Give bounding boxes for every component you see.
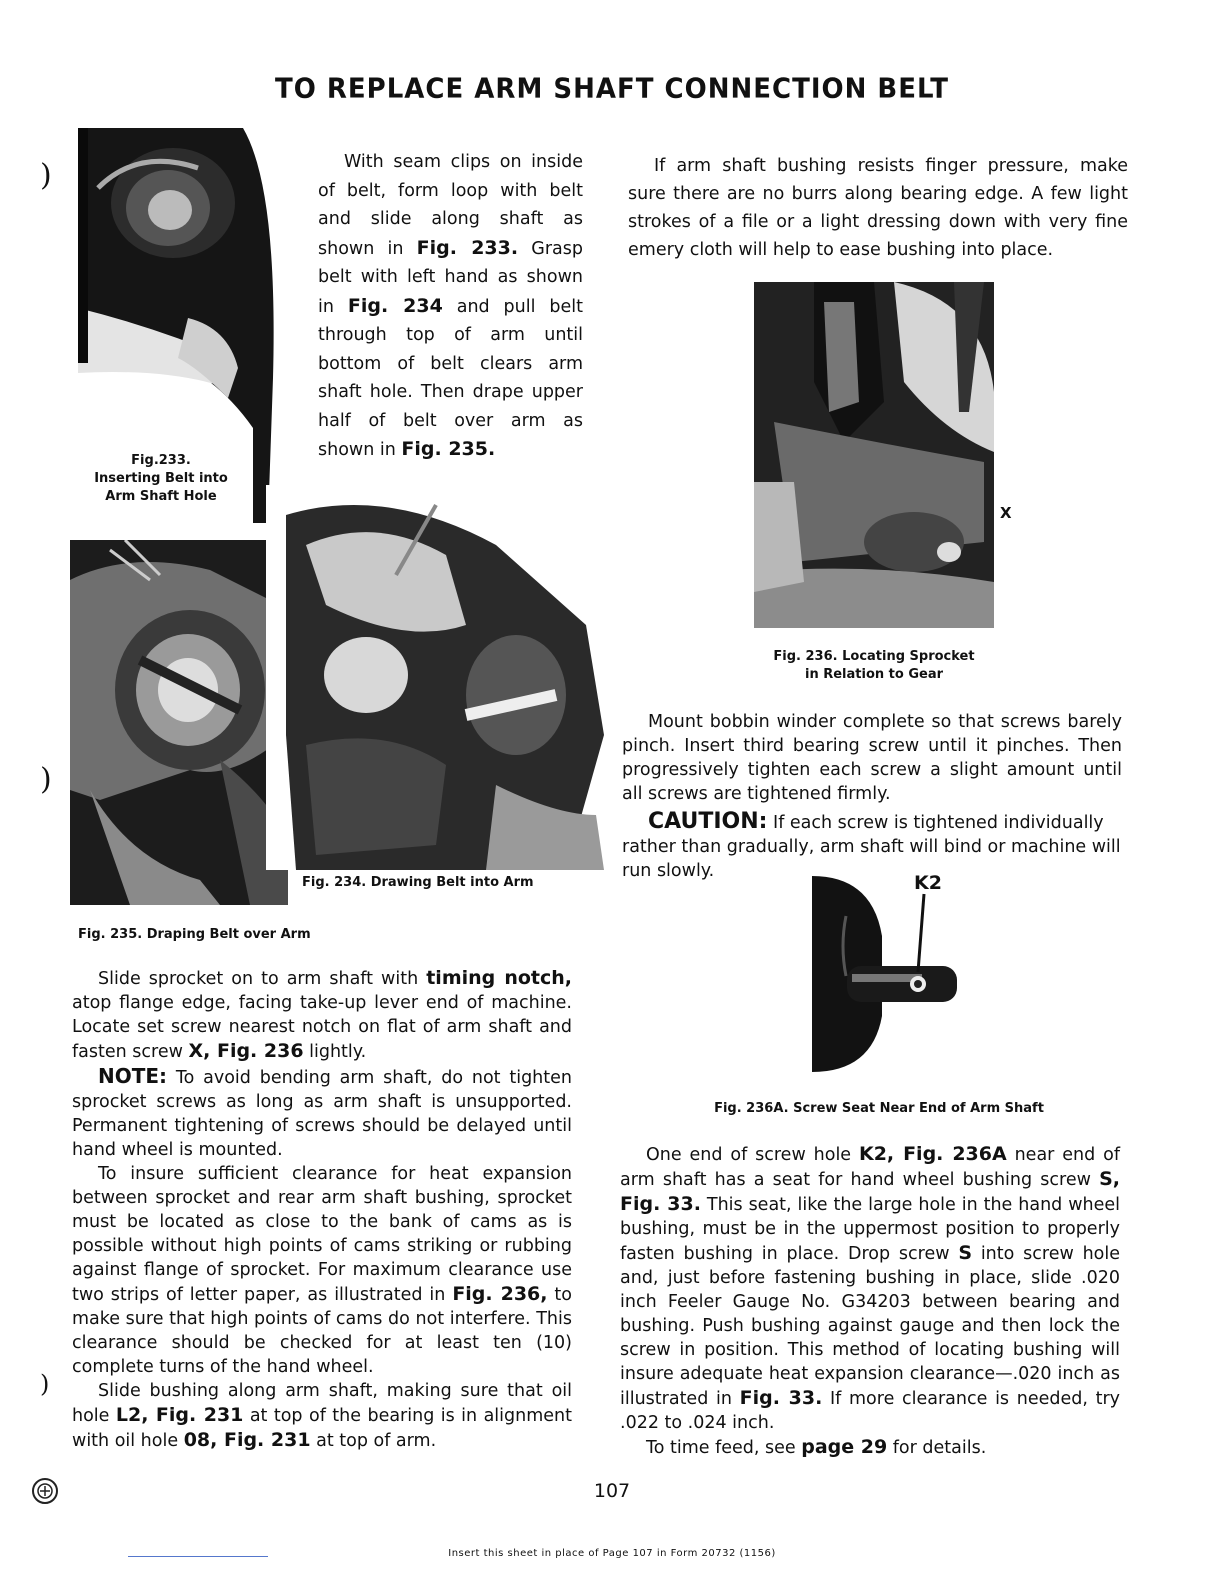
time-feed-text-2: for details.: [887, 1438, 987, 1458]
time-feed-paragraph: [620, 1435, 1120, 1460]
fig-235-caption: Fig. 235. Draping Belt over Arm: [78, 927, 311, 942]
bushing-text-2: at top of the bearing is in alignment with oil hole: [72, 1406, 572, 1451]
fig-235-photo: [70, 540, 288, 905]
k2-ref: K2, Fig. 236A: [858, 1143, 1007, 1165]
time-feed-text-1: To time feed, see: [646, 1438, 802, 1458]
note-label: NOTE:: [98, 1064, 168, 1088]
binding-mark-middle: ): [40, 762, 52, 797]
l2-ref: L2, Fig. 231: [115, 1404, 244, 1426]
bushing-paragraph: [72, 1379, 572, 1453]
bottom-rule: [128, 1556, 268, 1557]
screw-seat-text-3: This seat, like the large hole in the hand wheel bushing, must be in the uppermost position to properly fasten bushing in place. Drop screw: [620, 1195, 1120, 1264]
right-column-lower: [620, 1142, 1120, 1460]
fig-233-caption-line2: Inserting Belt into: [94, 471, 228, 486]
sprocket-text-3: lightly.: [303, 1042, 367, 1062]
screw-seat-text-5: If more clearance is needed, try .022 to .024 inch.: [620, 1389, 1120, 1433]
binding-mark-top: ): [40, 158, 52, 193]
fig-236-caption: [754, 648, 994, 684]
fig-236a-illustration: [812, 876, 962, 1076]
label-k2: K2: [914, 872, 942, 894]
bushing-text-1: Slide bushing along arm shaft, making sure that oil hole: [72, 1381, 572, 1426]
page-number: 107: [593, 1480, 631, 1502]
timing-notch-term: timing notch,: [426, 967, 572, 989]
fig-234-photo: [266, 485, 604, 870]
note-text: To avoid bending arm shaft, do not tighten sprocket screws as long as arm shaft is unsupported. Permanent tightening of screws should be delayed until hand wheel is mounted.: [72, 1068, 572, 1160]
caution-label: CAUTION:: [648, 809, 768, 834]
fig-236-caption-line1: Fig. 236. Locating Sprocket: [773, 649, 975, 664]
sprocket-paragraph: [72, 966, 572, 1064]
screw-seat-text-2: near end of arm shaft has a seat for hand wheel bushing screw: [620, 1145, 1120, 1190]
fig-233-caption-line1: Fig.233.: [131, 453, 191, 468]
clearance-text-1: To insure sufficient clearance for heat expansion between sprocket and rear arm shaft bushing, sprocket must be located as close to the bank of cams as is possible without high points of cams striking or rubbing against flange of sprocket. For maximum clearance use two strips of letter paper, as illustrated in: [72, 1164, 572, 1305]
bushing-pressure-paragraph: If arm shaft bushing resists finger pressure, make sure there are no burrs along bearing edge. A few light strokes of a file or a light dressing down with very fine emery cloth will help to ease bushing into place.: [628, 156, 1128, 260]
bushing-text-3: at top of arm.: [310, 1431, 437, 1451]
screw-seat-paragraph: [620, 1142, 1120, 1435]
note-paragraph: [72, 1064, 572, 1162]
screw-seat-text-4: into screw hole and, just before fastening bushing in place, slide .020 inch Feeler Gauge No. G34203 between bearing and bushing. Push bushing against gauge and then lock the screw in position. This method of locating bushing will insure adequate heat expansion clearance—.020 inch as illustrated in: [620, 1244, 1120, 1409]
clearance-text-2: to make sure that high points of cams do not interfere. This clearance should be checked for at least ten (10) complete turns of the hand wheel.: [72, 1285, 572, 1377]
fig-234-ref: Fig. 234: [347, 294, 443, 317]
binding-mark-bottom: ): [40, 1370, 50, 1398]
caution-text: If each screw is tightened individually rather than gradually, arm shaft will bind or machine will run slowly.: [622, 813, 1121, 881]
intro-paragraph: [318, 148, 583, 465]
fig-236a-caption: Fig. 236A. Screw Seat Near End of Arm Shaft: [714, 1101, 1044, 1116]
right-column-middle: [622, 710, 1122, 883]
intro-text-2: Grasp belt with left hand as shown in: [318, 238, 583, 317]
fig-235-ref: Fig. 235.: [401, 438, 496, 460]
fig-236-caption-line2: in Relation to Gear: [804, 667, 944, 682]
label-x: X: [1000, 504, 1012, 522]
fig-233-caption-line3: Arm Shaft Hole: [105, 489, 217, 504]
screw-s-ref: S, Fig. 33.: [620, 1168, 1120, 1215]
intro-text-1: With seam clips on inside of belt, form loop with belt and slide along shaft as shown in: [318, 152, 583, 259]
page-29-ref: page 29: [801, 1436, 888, 1458]
fig-234-caption: Fig. 234. Drawing Belt into Arm: [302, 875, 534, 890]
fig-236-ref: Fig. 236,: [452, 1283, 548, 1305]
fig-236-photo: [754, 282, 994, 628]
footer-note: Insert this sheet in place of Page 107 in Form 20732 (1156): [448, 1548, 776, 1559]
screw-seat-text-1: One end of screw hole: [646, 1145, 859, 1165]
fig-33-ref: Fig. 33.: [739, 1387, 823, 1409]
oil-hole-08-ref: 08, Fig. 231: [183, 1429, 311, 1451]
right-column-intro: [628, 152, 1128, 264]
clearance-paragraph: [72, 1162, 572, 1379]
caution-paragraph: [622, 810, 1122, 883]
screw-s-term: S: [958, 1242, 973, 1264]
fig-233-ref: Fig. 233.: [416, 236, 519, 259]
intro-text-3: and pull belt through top of arm until bottom of belt clears arm shaft hole. Then drape upper half of belt over arm as shown in: [318, 296, 583, 460]
sprocket-text-2: atop flange edge, facing take-up lever end of machine. Locate set screw nearest notch on flat of arm shaft and fasten screw: [72, 993, 572, 1062]
left-column-text: [72, 966, 572, 1453]
fig-233-caption: [78, 452, 244, 506]
page-title: TO REPLACE ARM SHAFT CONNECTION BELT: [275, 73, 949, 105]
screw-x-ref: X, Fig. 236: [188, 1040, 304, 1062]
bobbin-winder-paragraph: Mount bobbin winder complete so that screws barely pinch. Insert third bearing screw until it pinches. Then progressively tighten each screw a slight amount until all screws are tightened firmly.: [622, 712, 1122, 804]
sprocket-text-1: Slide sprocket on to arm shaft with: [98, 969, 427, 989]
